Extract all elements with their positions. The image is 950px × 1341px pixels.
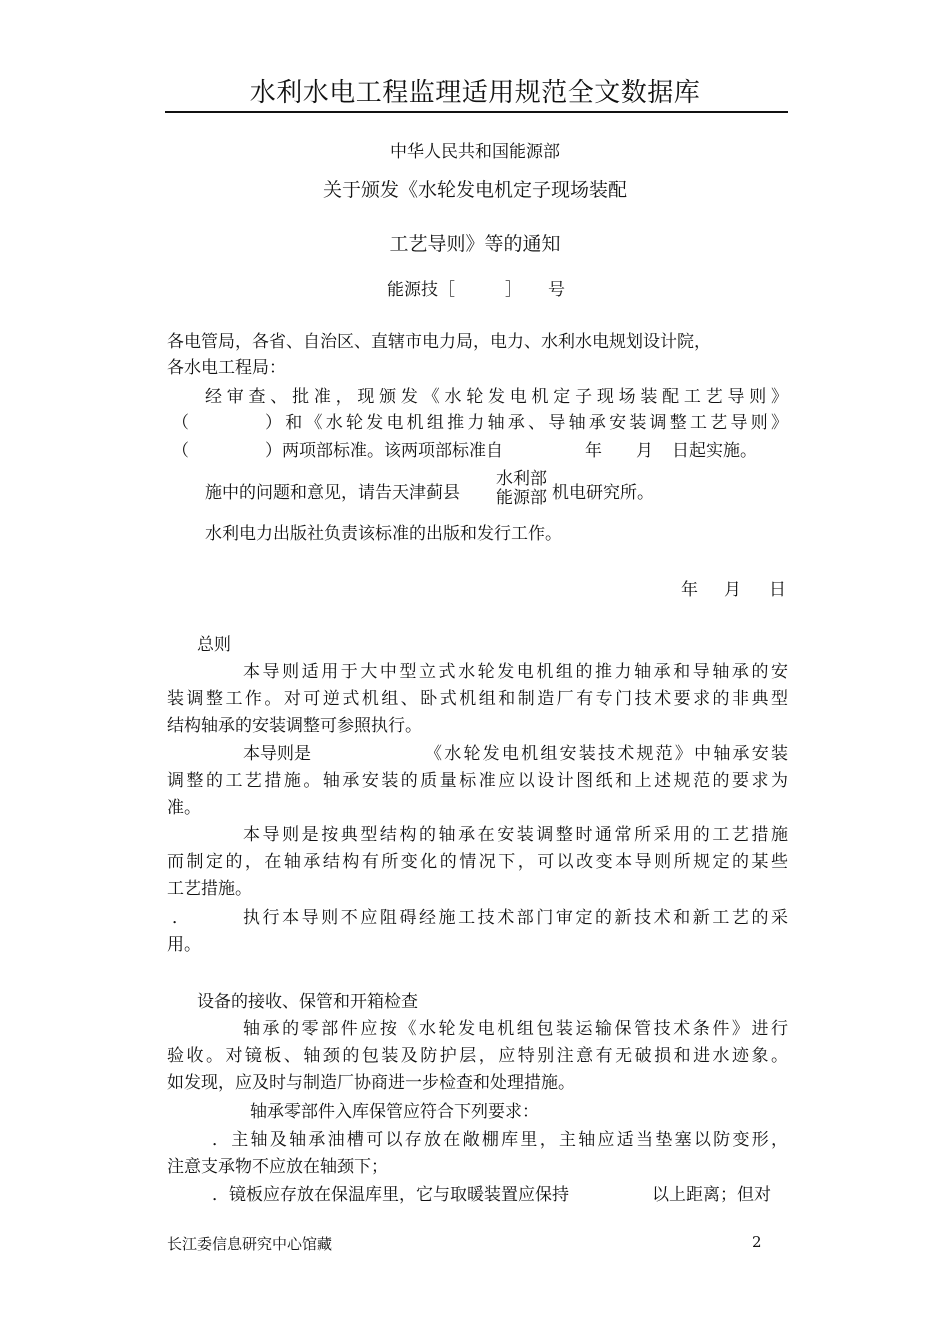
effective-month: 月 bbox=[636, 441, 653, 461]
header-title: 水利水电工程监理适用规范全文数据库 bbox=[249, 78, 701, 108]
equipment-item1-line2: 注意支承物不应放在轴颈下； bbox=[167, 1157, 388, 1177]
feedback-prefix: 施中的问题和意见，请告天津蓟县 bbox=[205, 483, 460, 503]
recipients-line2: 各水电工程局： bbox=[167, 358, 286, 378]
general-heading: 总则 bbox=[197, 635, 231, 655]
publisher-note: 水利电力出版社负责该标准的出版和发行工作。 bbox=[205, 524, 562, 544]
feedback-org-bottom: 能源部 bbox=[496, 488, 547, 508]
body-line2-open: （ bbox=[172, 413, 189, 433]
body-line3-open: （ bbox=[172, 441, 189, 461]
footer-archive: 长江委信息研究中心馆藏 bbox=[167, 1235, 333, 1253]
equipment-p2: 轴承零部件入库保管应符合下列要求： bbox=[250, 1102, 539, 1122]
general-p3-line3: 工艺措施。 bbox=[167, 879, 252, 899]
date-month: 月 bbox=[724, 580, 741, 600]
feedback-org-top: 水利部 bbox=[496, 469, 547, 489]
doc-number-close: ］ bbox=[505, 280, 522, 300]
general-p4-line2: 用。 bbox=[167, 935, 201, 955]
equipment-item2-part1: ．镜板应存放在保温库里，它与取暖装置应保持 bbox=[212, 1185, 569, 1205]
page-number: 2 bbox=[752, 1233, 762, 1251]
body-line3: ）两项部标准。该两项部标准自 bbox=[265, 441, 503, 461]
notice-title-line1: 关于颁发《水轮发电机定子现场装配 bbox=[322, 179, 627, 201]
feedback-org-stack bbox=[496, 470, 547, 508]
date-year: 年 bbox=[681, 580, 698, 600]
body-line2: ）和《水轮发电机组推力轴承、导轴承安装调整工艺导则》 bbox=[265, 413, 788, 433]
equipment-item1-line1: ．主轴及轴承油槽可以存放在敞棚库里，主轴应适当垫塞以防变形， bbox=[212, 1130, 788, 1150]
body-line1: 经审查、批准，现颁发《水轮发电机定子现场装配工艺导则》 bbox=[205, 387, 788, 407]
effective-year: 年 bbox=[585, 441, 602, 461]
equipment-p1-line3: 如发现，应及时与制造厂协商进一步检查和处理措施。 bbox=[167, 1073, 575, 1093]
doc-number-suffix: 号 bbox=[548, 280, 565, 300]
equipment-item2-part2: 以上距离；但对 bbox=[652, 1185, 771, 1205]
issuer: 中华人民共和国能源部 bbox=[390, 142, 560, 162]
doc-number-prefix: 能源技［ bbox=[387, 280, 455, 300]
general-p4-marker: ． bbox=[172, 908, 189, 928]
equipment-p1-line2: 验收。对镜板、轴颈的包装及防护层，应特别注意有无破损和进水迹象。 bbox=[167, 1046, 788, 1066]
feedback-suffix: 机电研究所。 bbox=[552, 483, 654, 503]
date-day: 日 bbox=[769, 580, 786, 600]
general-p2-line3: 准。 bbox=[167, 798, 201, 818]
recipients-line1: 各电管局，各省、自治区、直辖市电力局，电力、水利水电规划设计院， bbox=[167, 332, 711, 352]
general-p2-line2: 调整的工艺措施。轴承安装的质量标准应以设计图纸和上述规范的要求为 bbox=[167, 771, 788, 791]
general-p1-line3: 结构轴承的安装调整可参照执行。 bbox=[167, 716, 422, 736]
general-p2-line1b: 《水轮发电机组安装技术规范》中轴承安装 bbox=[425, 744, 788, 764]
general-p3-line2: 而制定的，在轴承结构有所变化的情况下，可以改变本导则所规定的某些 bbox=[167, 852, 788, 872]
equipment-heading: 设备的接收、保管和开箱检查 bbox=[197, 992, 418, 1012]
general-p1-line2: 装调整工作。对可逆式机组、卧式机组和制造厂有专门技术要求的非典型 bbox=[167, 689, 788, 709]
notice-title-line2: 工艺导则》等的通知 bbox=[389, 233, 561, 255]
equipment-p1-line1: 轴承的零部件应按《水轮发电机组包装运输保管技术条件》进行 bbox=[243, 1019, 788, 1039]
effective-day: 日起实施。 bbox=[672, 441, 757, 461]
general-p1-line1: 本导则适用于大中型立式水轮发电机组的推力轴承和导轴承的安 bbox=[243, 662, 788, 682]
header-divider bbox=[165, 111, 788, 113]
general-p3-line1: 本导则是按典型结构的轴承在安装调整时通常所采用的工艺措施 bbox=[243, 825, 788, 845]
general-p4-line1: 执行本导则不应阻碍经施工技术部门审定的新技术和新工艺的采 bbox=[243, 908, 788, 928]
general-p2-line1a: 本导则是 bbox=[243, 744, 311, 764]
